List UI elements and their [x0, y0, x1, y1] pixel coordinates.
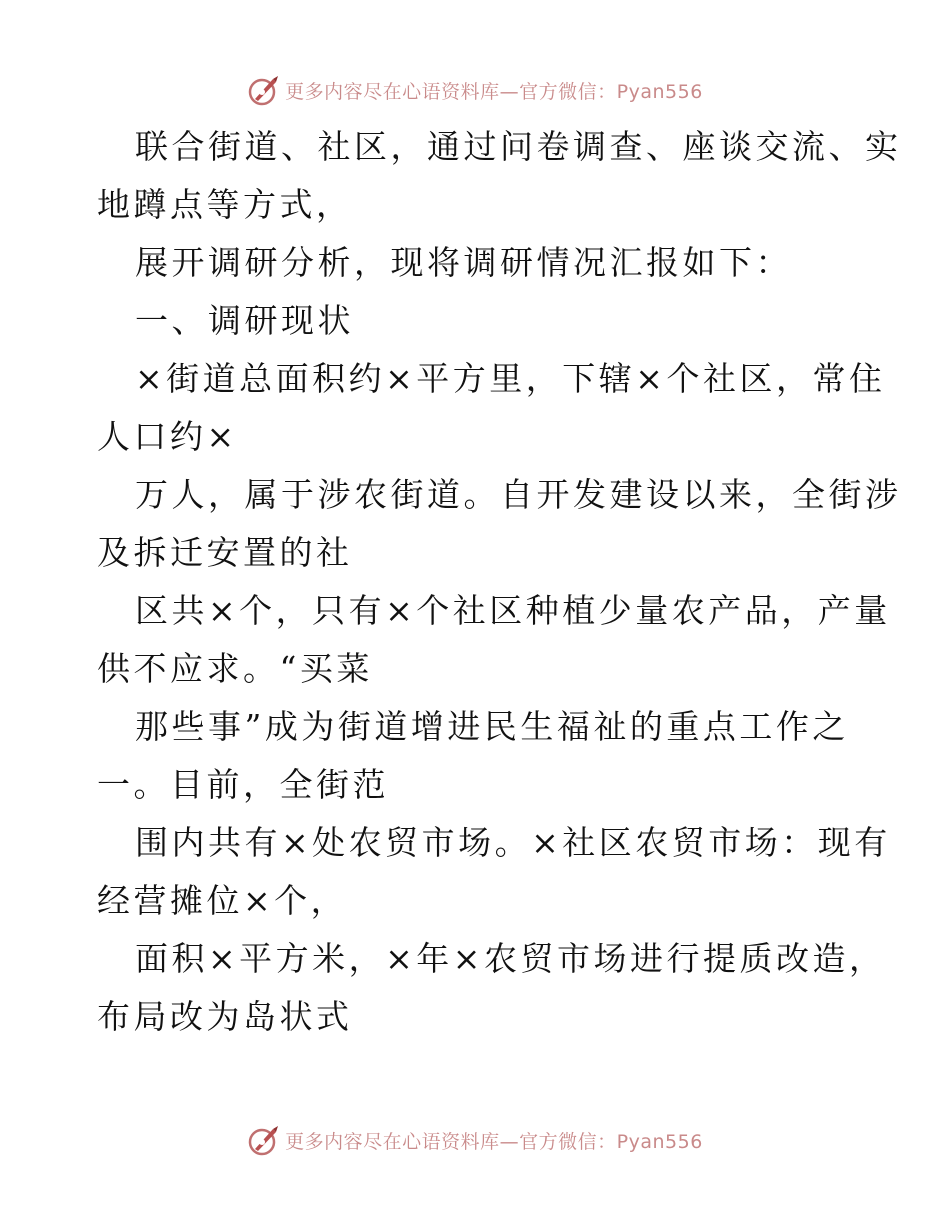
paragraph-line: 万人，属于涉农街道。自开发建设以来，全街涉 [135, 475, 902, 514]
paragraph-line: 联合街道、社区，通过问卷调查、座谈交流、实 [135, 127, 902, 166]
paragraph-line: 经营摊位×个， [97, 881, 348, 920]
paragraph-line: 一。目前，全街范 [97, 765, 389, 804]
document-body [97, 118, 902, 1046]
paragraph-line: 人口约× [97, 417, 238, 456]
paragraph-line: 展开调研分析，现将调研情况汇报如下： [135, 243, 792, 282]
paragraph-line: 区共×个，只有×个社区种植少量农产品，产量 [135, 591, 891, 630]
paragraph-line: ×街道总面积约×平方里，下辖×个社区，常住 [135, 359, 886, 398]
paragraph-line: 及拆迁安置的社 [97, 533, 353, 572]
quill-pen-logo-icon [247, 1123, 281, 1157]
footer-watermark-text: 更多内容尽在心语资料库—官方微信：Pyan556 [285, 1130, 703, 1153]
quill-pen-logo-icon [247, 73, 281, 107]
footer-watermark-banner [0, 1120, 950, 1160]
header-watermark-text: 更多内容尽在心语资料库—官方微信：Pyan556 [285, 80, 703, 103]
paragraph-line: 围内共有×处农贸市场。×社区农贸市场：现有 [135, 823, 891, 862]
paragraph-line: 布局改为岛状式 [97, 997, 353, 1036]
section-heading: 一、调研现状 [135, 301, 354, 340]
paragraph-line: 供不应求。“买菜 [97, 649, 373, 688]
header-watermark-banner [0, 70, 950, 110]
paragraph-line: 那些事”成为街道增进民生福祉的重点工作之 [135, 707, 849, 746]
paragraph-line: 面积×平方米，×年×农贸市场进行提质改造， [135, 939, 886, 978]
paragraph-line: 地蹲点等方式， [97, 185, 353, 224]
